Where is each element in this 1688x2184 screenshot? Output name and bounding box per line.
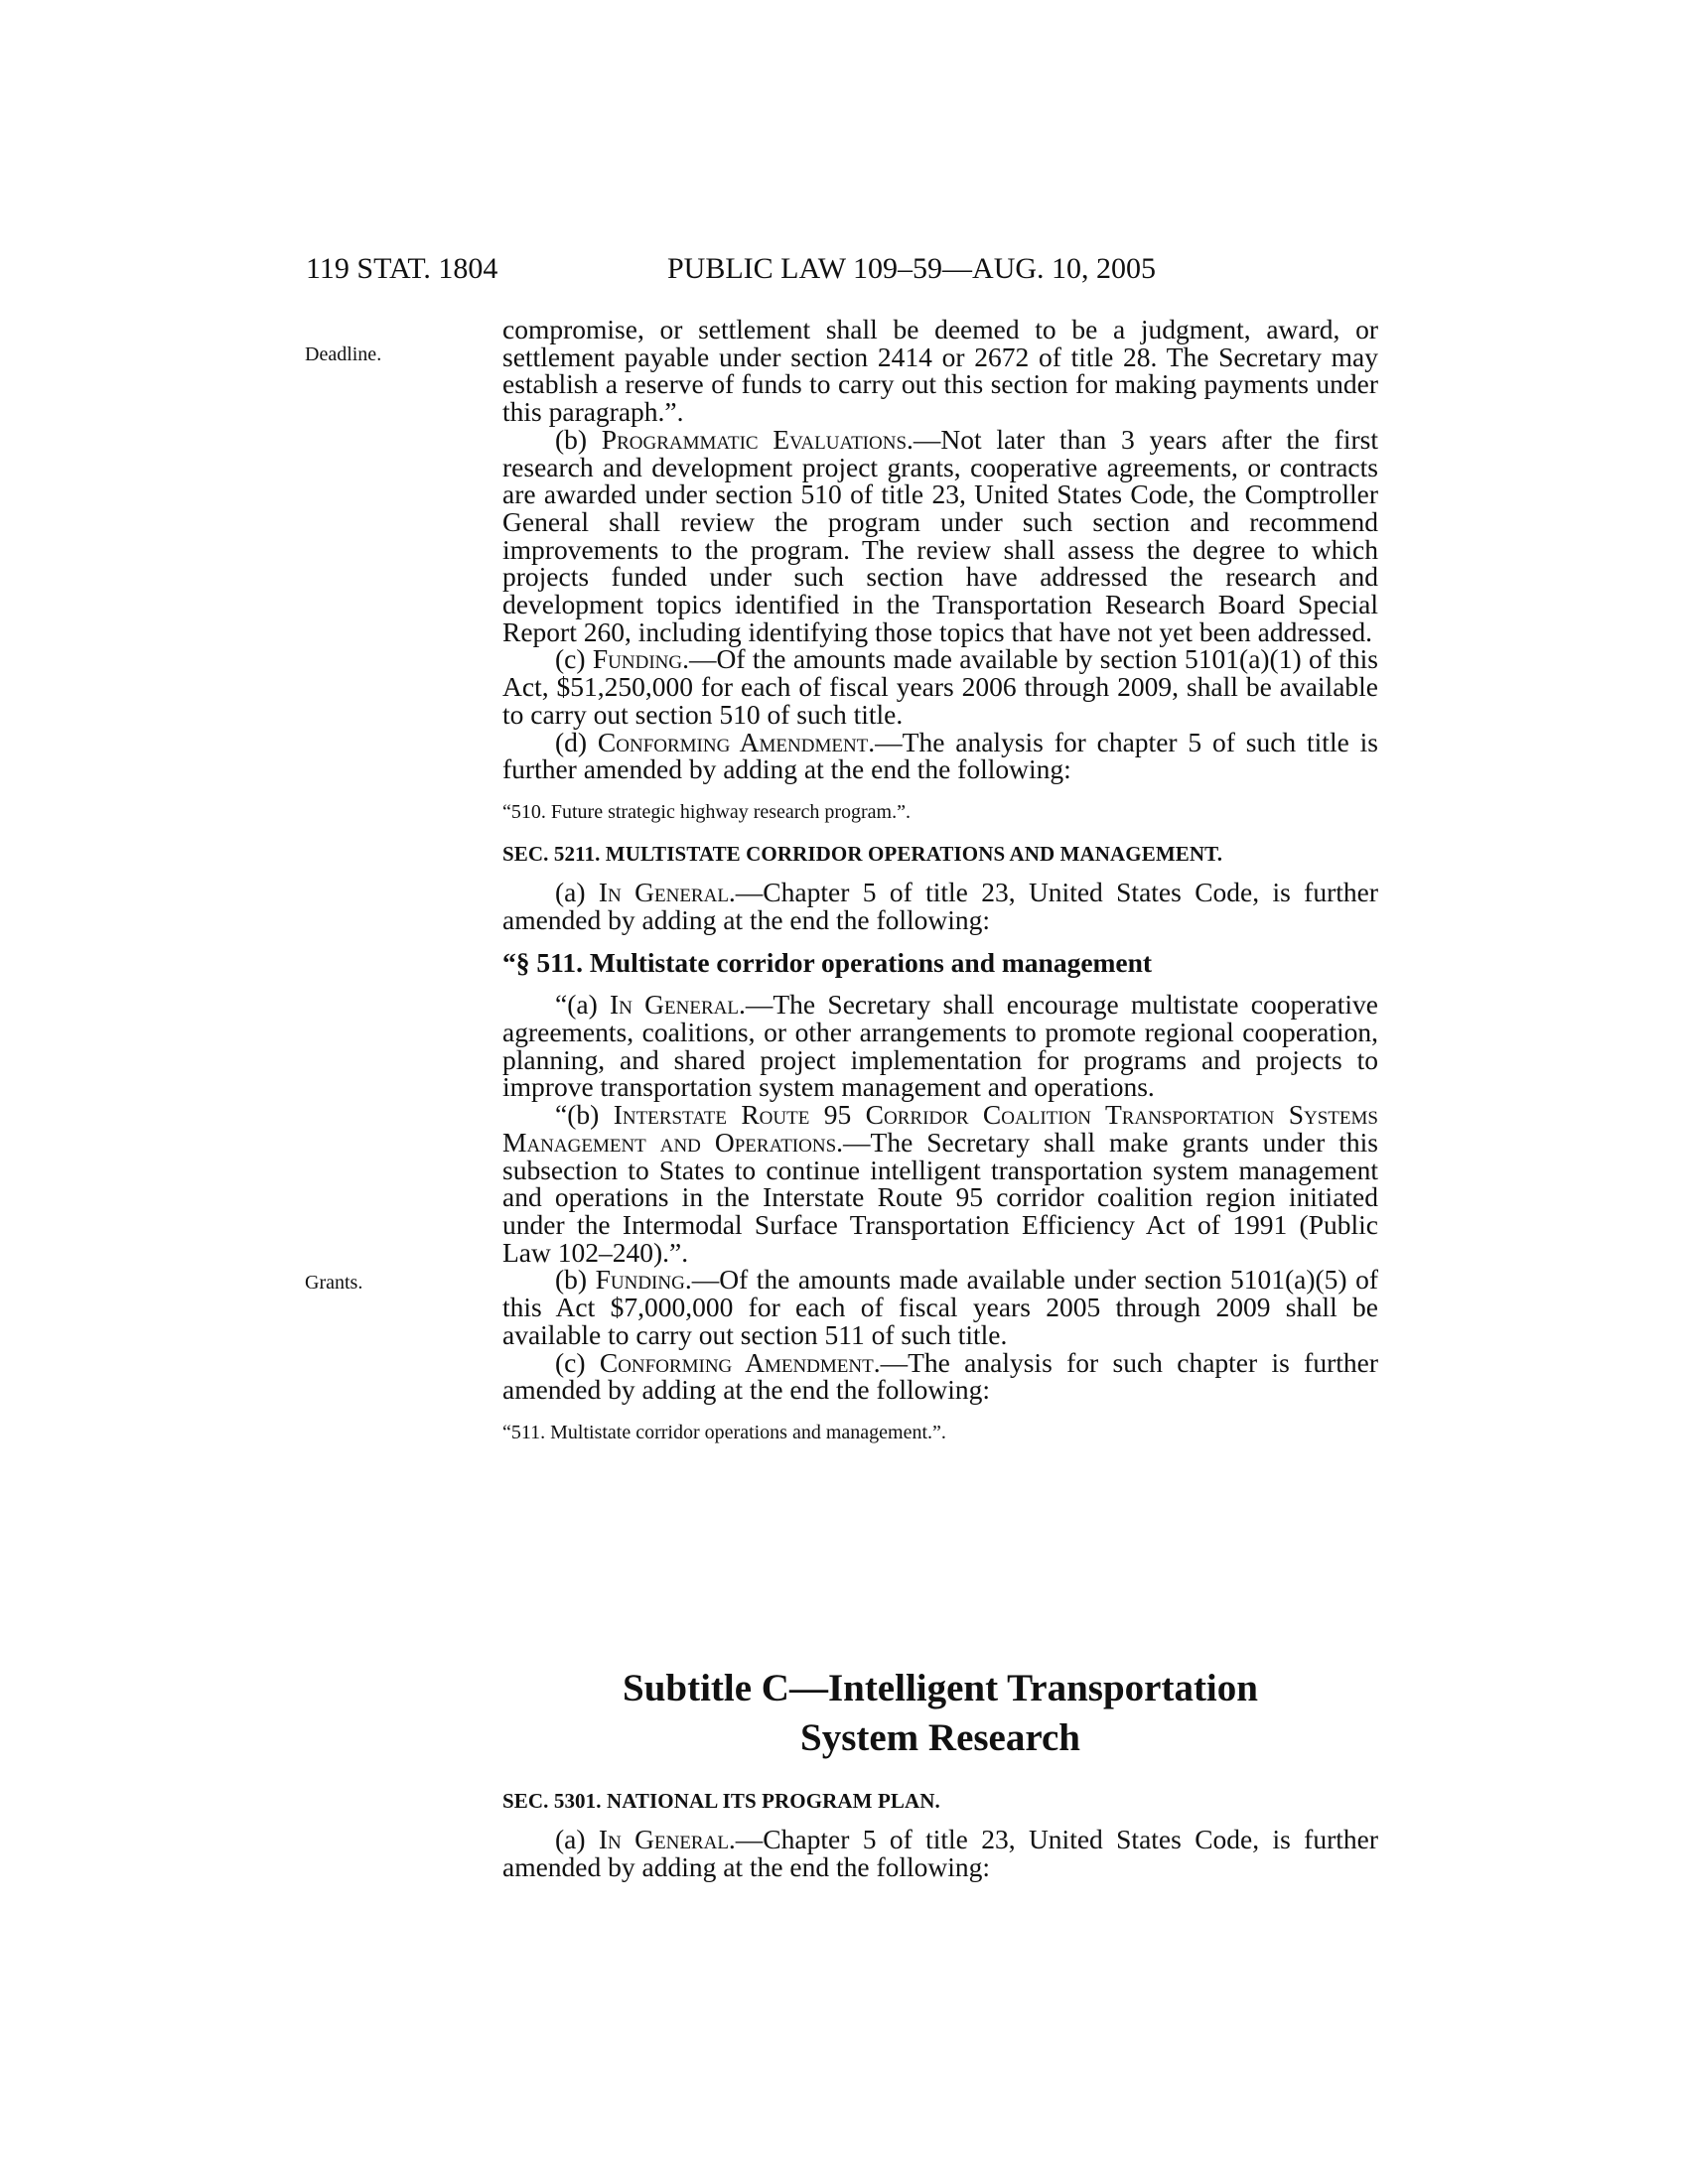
section-heading-5211: SEC. 5211. MULTISTATE CORRIDOR OPERATIONS AND MANAGEMENT.	[502, 841, 1223, 866]
subtitle-line-2: System Research	[800, 1716, 1080, 1759]
paragraph-continuation: compromise, or settlement shall be deemed to be a judgment, award, or settlement payable under section 2414 or 2672 of title 28. The Secretary may establish a reserve of funds to carry out this section for making payments under this paragraph.”.	[502, 314, 1378, 428]
paragraph-heading: In General	[610, 989, 739, 1021]
paragraph-511-a-in-general: “(a) In General.—The Secretary shall encourage multistate cooperative agreements, coalitions, or other arrangements to promote regional cooperation, planning, and shared project implementation for programs and projects to improve transportation system management and operations.	[502, 989, 1379, 1103]
section-511-title: “§ 511. Multistate corridor operations and management	[502, 947, 1153, 979]
paragraph-5301-a-in-general: (a) In General.—Chapter 5 of title 23, United States Code, is further amended by adding at the end the following:	[502, 1824, 1378, 1882]
paragraph-b-funding: (b) Funding.—Of the amounts made available under section 5101(a)(5) of this Act $7,000,000 for each of fiscal years 2005 through 2009 shall be available to carry out section 511 of such title.	[502, 1264, 1378, 1350]
paragraph-c-funding: (c) Funding.—Of the amounts made available by section 5101(a)(1) of this Act, $51,250,000 for each of fiscal years 2006 through 2009, shall be available to carry out section 510 of such title.	[502, 643, 1378, 730]
analysis-entry-510: “510. Future strategic highway research program.”.	[502, 800, 911, 823]
margin-note-deadline: Deadline.	[305, 343, 382, 365]
paragraph-a-in-general: (a) In General.—Chapter 5 of title 23, United States Code, is further amended by adding at the end the following:	[502, 876, 1378, 935]
paragraph-heading: Funding	[592, 643, 683, 675]
page-stat-number: 119 STAT. 1804	[306, 252, 498, 285]
paragraph-heading: Interstate Route 95 Corridor Coalition Transportation Systems Management and Operations	[502, 1099, 1378, 1158]
main-text-continued	[502, 1787, 1378, 1880]
paragraph-heading: Funding	[595, 1264, 685, 1296]
subtitle-line-1: Subtitle C—Intelligent Transportation	[623, 1667, 1258, 1709]
paragraph-heading: Programmatic Evaluations	[601, 423, 908, 455]
analysis-entry-511: “511. Multistate corridor operations and management.”.	[502, 1421, 946, 1443]
section-heading-5301: SEC. 5301. NATIONAL ITS PROGRAM PLAN.	[502, 1789, 940, 1813]
paragraph-heading: Conforming Amendment	[597, 726, 869, 757]
paragraph-heading: In General	[598, 876, 729, 907]
subtitle-heading	[502, 1664, 1378, 1763]
paragraph-c-conforming-amendment: (c) Conforming Amendment.—The analysis for such chapter is further amended by adding at the end the following:	[502, 1346, 1378, 1406]
paragraph-511-b-interstate-route-95: “(b) Interstate Route 95 Corridor Coalition Transportation Systems Management and Operations.—The Secretary shall make grants under this subsection to States to continue intelligent transportation system management and operations in the Interstate Route 95 corridor coalition region initiated under the Intermodal Surface Transportation Efficiency Act of 1991 (Public Law 102–240).”.	[502, 1099, 1378, 1268]
paragraph-heading: In General	[598, 1824, 729, 1854]
paragraph-b-programmatic-evaluations: (b) Programmatic Evaluations.—Not later than 3 years after the first research and development project grants, cooperative agreements, or contracts are awarded under section 510 of title 23, United States Code, the Comptroller General shall review the program under such section and recommend improvements to the program. The review shall assess the degree to which projects funded under such section have addressed the research and development topics identified in the Transportation Research Board Special Report 260, including identifying those topics that have not yet been addressed.	[502, 423, 1378, 647]
paragraph-d-conforming-amendment: (d) Conforming Amendment.—The analysis for chapter 5 of such title is further amended by adding at the end the following:	[502, 726, 1378, 785]
margin-note-grants: Grants.	[305, 1272, 363, 1294]
main-text	[502, 316, 1378, 1462]
paragraph-heading: Conforming Amendment	[599, 1346, 874, 1378]
running-header: PUBLIC LAW 109–59—AUG. 10, 2005	[667, 252, 1157, 285]
